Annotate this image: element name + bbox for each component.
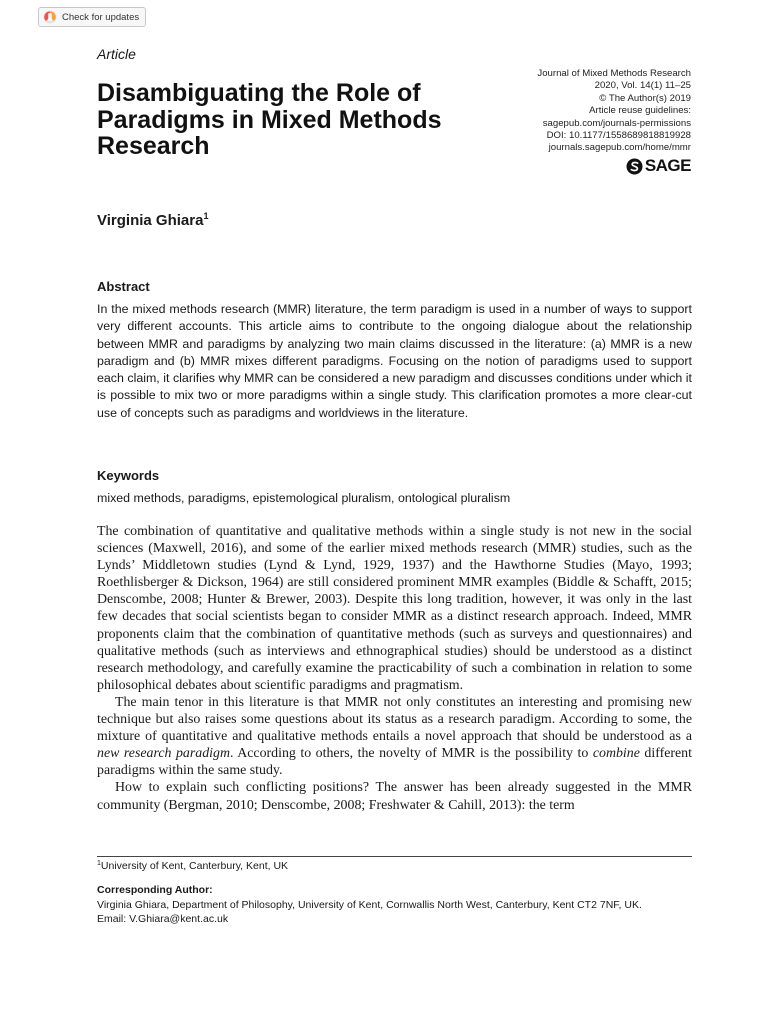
article-type: Article [97, 46, 136, 62]
publisher-logo [626, 156, 691, 176]
copyright: © The Author(s) 2019 [599, 92, 691, 104]
body-text [97, 523, 692, 814]
reuse-guidelines-label: Article reuse guidelines: [589, 105, 691, 117]
author-name: Virginia Ghiara$^1$ [97, 211, 209, 229]
corresponding-author-heading: Corresponding Author: [97, 884, 213, 896]
abstract-text: In the mixed methods research (MMR) literature, the term paradigm is used in a number of ways to support very different accounts. This article aims to contribute to the ongoing dialogue about the relationship between MMR and paradigms by analyzing two main claims discussed in the literature: (a) MMR is a new paradigm and (b) MMR mixes different paradigms. Focusing on the notion of paradigms used to support each claim, it clarifies why MMR can be considered a new paradigm and discusses conditions under which it is possible to mix two or more paradigms within a single study. This clarification promotes a more clear-cut use of concepts such as paradigms and worldviews in the literature. [97, 302, 692, 420]
footnote-divider [97, 856, 692, 857]
doi[interactable]: DOI: 10.1177/1558689818819928 [546, 130, 691, 142]
article-title: Disambiguating the Role of Paradigms in Mixed Methods Research [97, 79, 442, 160]
sage-logo-icon [626, 158, 643, 175]
body-paragraph-2: The main tenor in this literature is that MMR not only constitutes an interesting and promising new technique but also raises some questions about its status as a research paradigm. According to some, the mixture of quantitative and qualitative methods entails a novel approach that should be understood as a new research paradigm. According to others, the novelty of MMR is the possibility to combine different paradigms within the same study. [97, 694, 692, 779]
affiliation-footnote: $^1$University of Kent, Canterbury, Kent, UK [97, 860, 289, 872]
affiliation-mark: 1 [203, 211, 209, 221]
journal-home-link[interactable]: journals.sagepub.com/home/mmr [548, 142, 691, 154]
emphasis-new-research-paradigm: new research paradigm [97, 746, 230, 762]
journal-name: Journal of Mixed Methods Research [537, 68, 691, 79]
check-for-updates-icon [43, 10, 57, 24]
journal-volume: 2020, Vol. 14(1) 11–25 [594, 80, 691, 92]
body-paragraph-1: The combination of quantitative and qualitative methods within a single study is not new in the social sciences (Maxwell, 2016), and some of the earlier mixed methods research (MMR) studies, such as the Lynds’ Middletown studies (Lynd & Lynd, 1929, 1937) and the Hawthorne Studies (Mayo, 1993; Roethlisberger & Dickson, 1964) are still considered prominent MMR examples (Biddle & Schafft, 2015; Denscombe, 2008; Hunter & Brewer, 2003). Despite this long tradition, however, it was only in the last few decades that social scientists began to consider MMR as a distinct research approach. Indeed, MMR proponents claim that the combination of quantitative methods (such as surveys and questionnaires) and qualitative methods (such as interviews and ethnographical studies) should be understood as a distinct research methodology, and carefully examine the practicability of such a combination in relation to some philosophical debates about scientific paradigms and pragmatism. [97, 524, 692, 693]
corresponding-author-details [97, 898, 697, 926]
body-paragraph-3: How to explain such conflicting positions? The answer has been already suggested in the MMR community (Bergman, 2010; Denscombe, 2008; Freshwater & Cahill, 2013): the term [97, 780, 692, 813]
permissions-link[interactable]: sagepub.com/journals-permissions [542, 117, 691, 129]
footnote-mark: 1 [97, 860, 101, 867]
keywords-heading: Keywords [97, 468, 160, 483]
check-for-updates-badge[interactable] [38, 7, 146, 27]
journal-info [537, 68, 691, 155]
abstract-heading: Abstract [97, 279, 150, 294]
keywords-text: mixed methods, paradigms, epistemological pluralism, ontological pluralism [97, 491, 511, 505]
corresponding-author-email[interactable]: Email: V.Ghiara@kent.ac.uk [97, 913, 229, 925]
publisher-name: SAGE [644, 156, 691, 175]
emphasis-combine: combine [592, 746, 640, 762]
corresponding-author-address: Virginia Ghiara, Department of Philosophy, University of Kent, Cornwallis North West, Canterbury, Kent CT2 7NF, UK. [97, 899, 642, 911]
check-for-updates-label: Check for updates [62, 11, 140, 23]
